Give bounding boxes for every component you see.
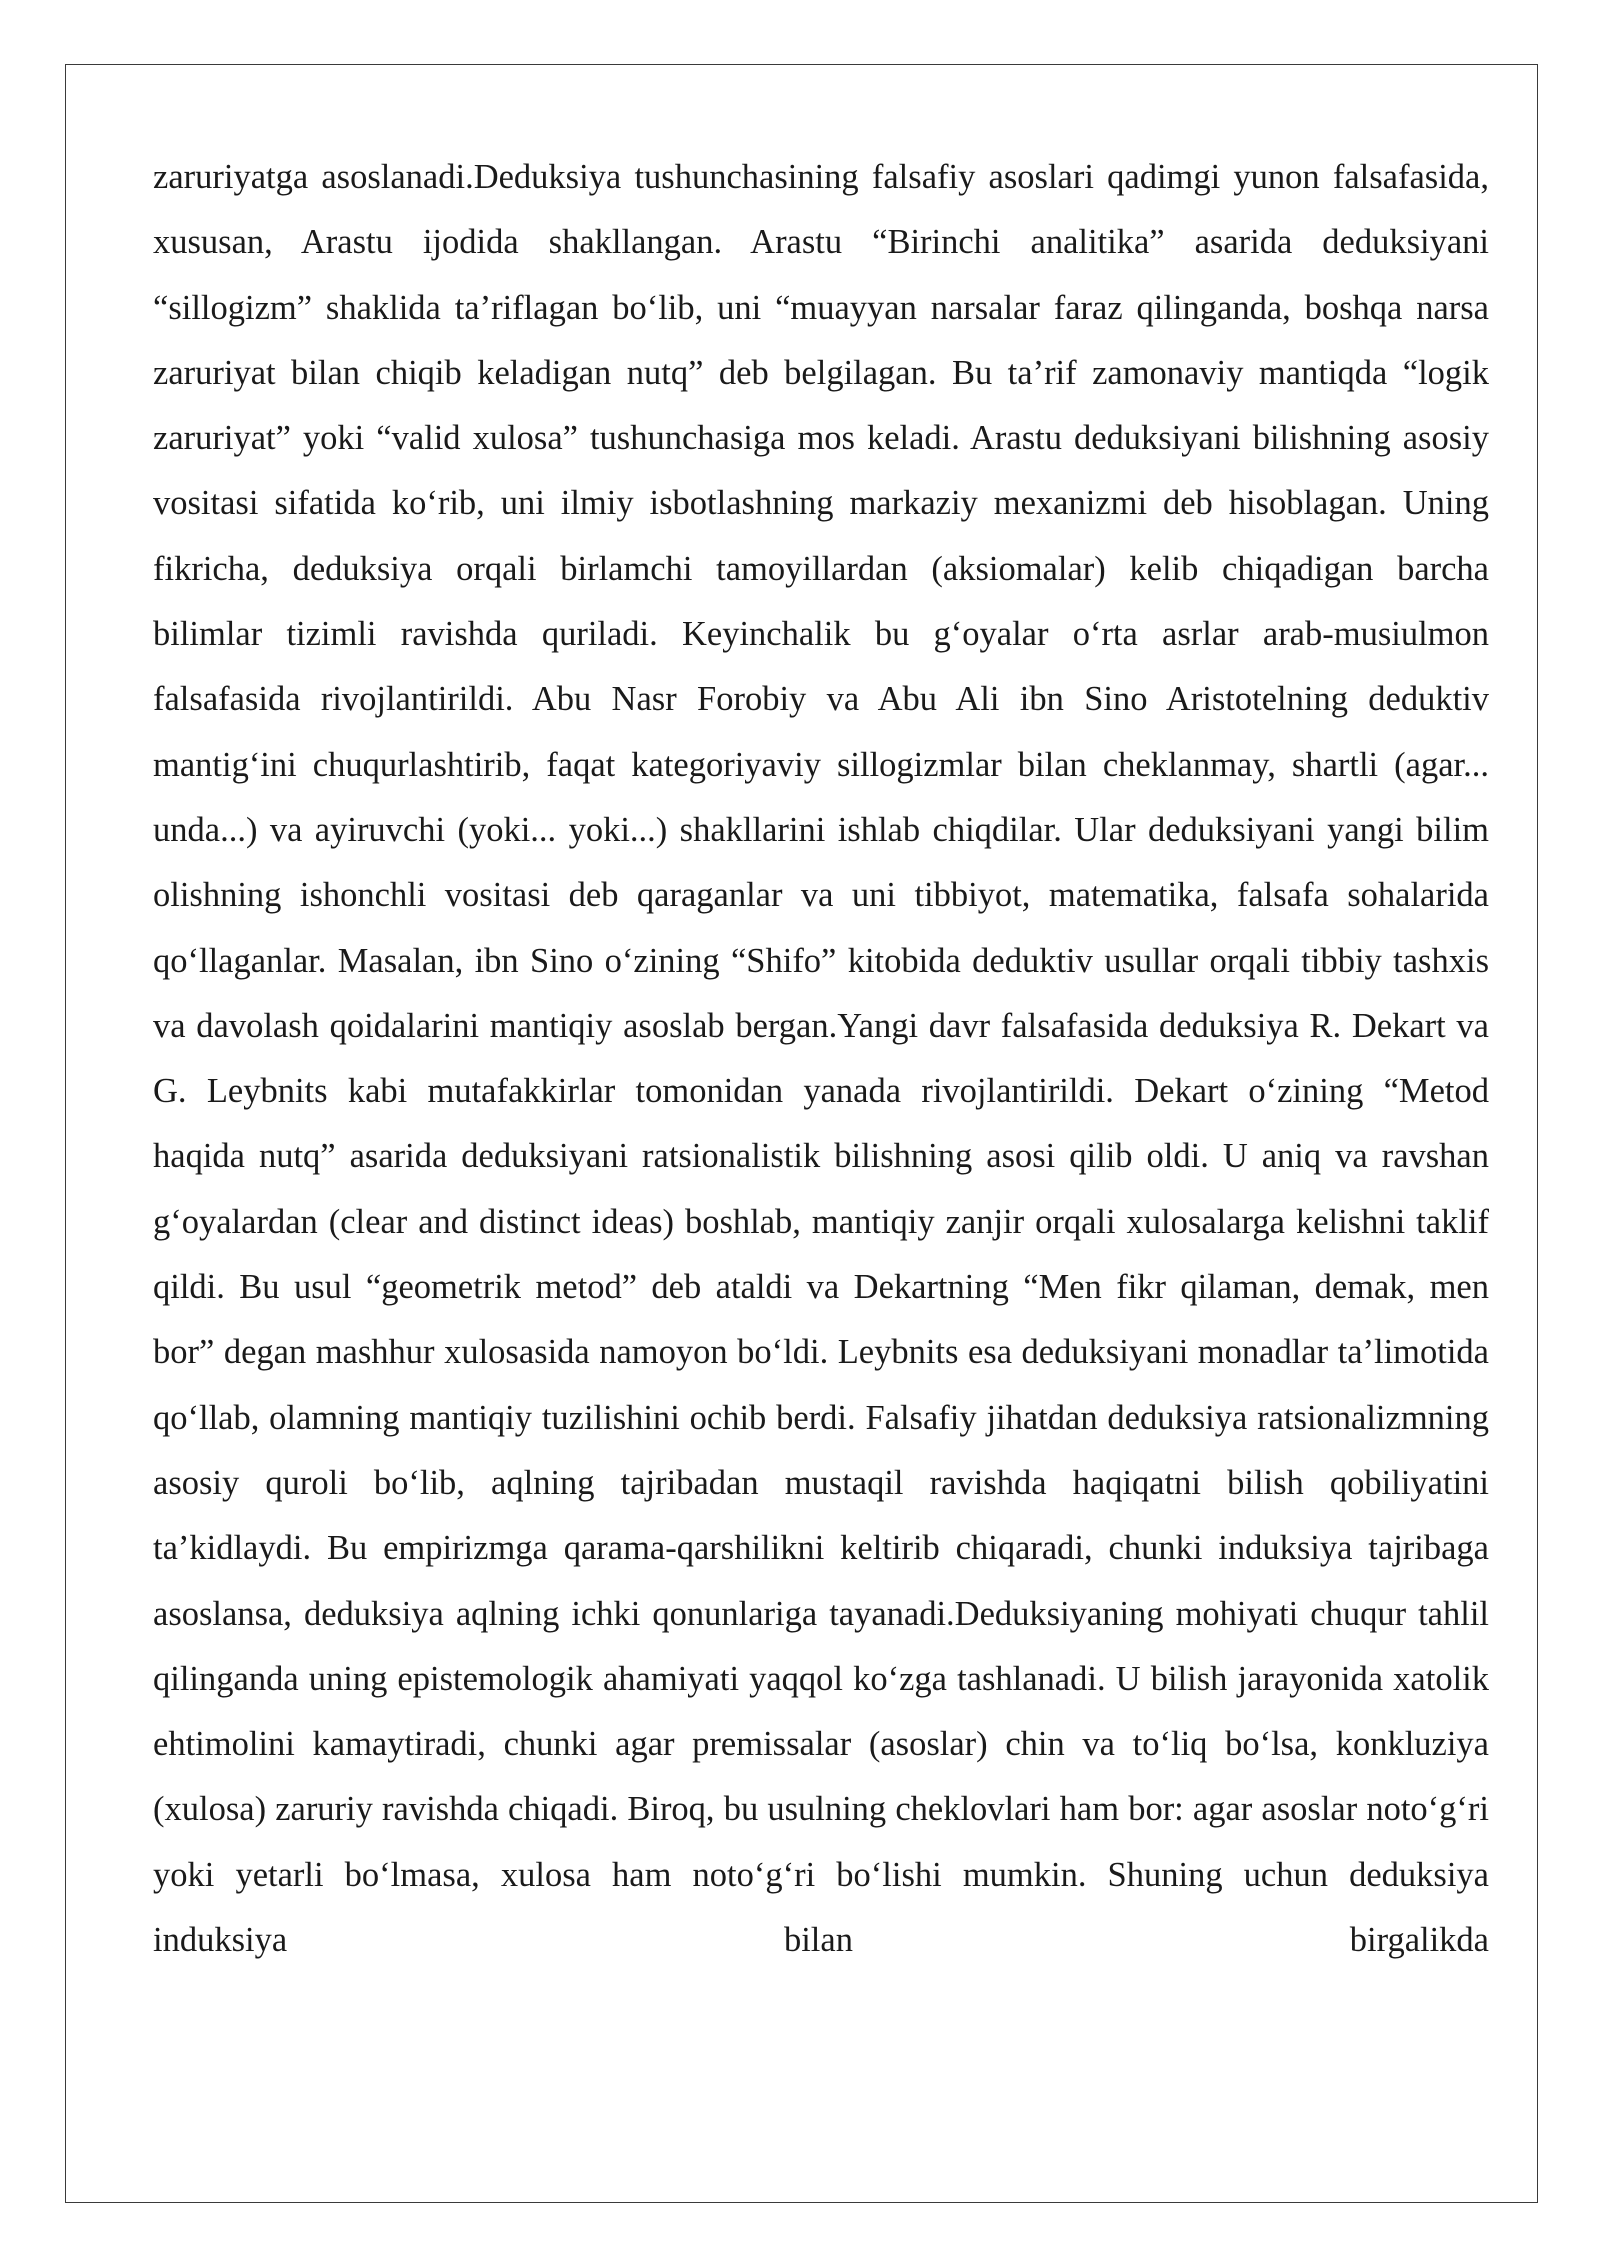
body-paragraph: zaruriyatga asoslanadi.Deduksiya tushunchasining falsafiy asoslari qadimgi yunon falsafasida, xususan, Arastu ijodida shakllangan. Arastu “Birinchi analitika” asarida deduksiyani “sillogizm” shaklida ta’riflagan bo‘lib, uni “muayyan narsalar faraz qilinganda, boshqa narsa zaruriyat bilan chiqib keladigan nutq” deb belgilagan. Bu ta’rif zamonaviy mantiqda “logik zaruriyat” yoki “valid xulosa” tushunchasiga mos keladi. Arastu deduksiyani bilishning asosiy vositasi sifatida ko‘rib, uni ilmiy isbotlashning markaziy mexanizmi deb hisoblagan. Uning fikricha, deduksiya orqali birlamchi tamoyillardan (aksiomalar) kelib chiqadigan barcha bilimlar tizimli ravishda quriladi. Keyinchalik bu g‘oyalar o‘rta asrlar arab-musiulmon falsafasida rivojlantirildi. Abu Nasr Forobiy va Abu Ali ibn Sino Aristotelning deduktiv mantig‘ini chuqurlashtirib, faqat kategoriyaviy sillogizmlar bilan cheklanmay, shartli (agar... unda...) va ayiruvchi (yoki... yoki...) shakllarini ishlab chiqdilar. Ular deduksiyani yangi bilim olishning ishonchli vositasi deb qaraganlar va uni tibbiyot, matematika, falsafa sohalarida qo‘llaganlar. Masalan, ibn Sino o‘zining “Shifo” kitobida deduktiv usullar orqali tibbiy tashxis va davolash qoidalarini mantiqiy asoslab bergan.Yangi davr falsafasida deduksiya R. Dekart va G. Leybnits kabi mutafakkirlar tomonidan yanada rivojlantirildi. Dekart o‘zining “Metod haqida nutq” asarida deduksiyani ratsionalistik bilishning asosi qilib oldi. U aniq va ravshan g‘oyalardan (clear and distinct ideas) boshlab, mantiqiy zanjir orqali xulosalarga kelishni taklif qildi. Bu usul “geometrik metod” deb ataldi va Dekartning “Men fikr qilaman, demak, men bor” degan mashhur xulosasida namoyon bo‘ldi. Leybnits esa deduksiyani monadlar ta’limotida qo‘llab, olamning mantiqiy tuzilishini ochib berdi. Falsafiy jihatdan deduksiya ratsionalizmning asosiy quroli bo‘lib, aqlning tajribadan mustaqil ravishda haqiqatni bilish qobiliyatini ta’kidlaydi. Bu empirizmga qarama-qarshilikni keltirib chiqaradi, chunki induksiya tajribaga asoslansa, deduksiya aqlning ichki qonunlariga tayanadi.Deduksiyaning mohiyati chuqur tahlil qilinganda uning epistemologik ahamiyati yaqqol ko‘zga tashlanadi. U bilish jarayonida xatolik ehtimolini kamaytiradi, chunki agar premissalar (asoslar) chin va to‘liq bo‘lsa, konkluziya (xulosa) zaruriy ravishda chiqadi. Biroq, bu usulning cheklovlari ham bor: agar asoslar noto‘g‘ri yoki yetarli bo‘lmasa, xulosa ham noto‘g‘ri bo‘lishi mumkin. Shuning uchun deduksiya induksiya bilan birgalikda bbox=[153, 158, 1489, 1960]
